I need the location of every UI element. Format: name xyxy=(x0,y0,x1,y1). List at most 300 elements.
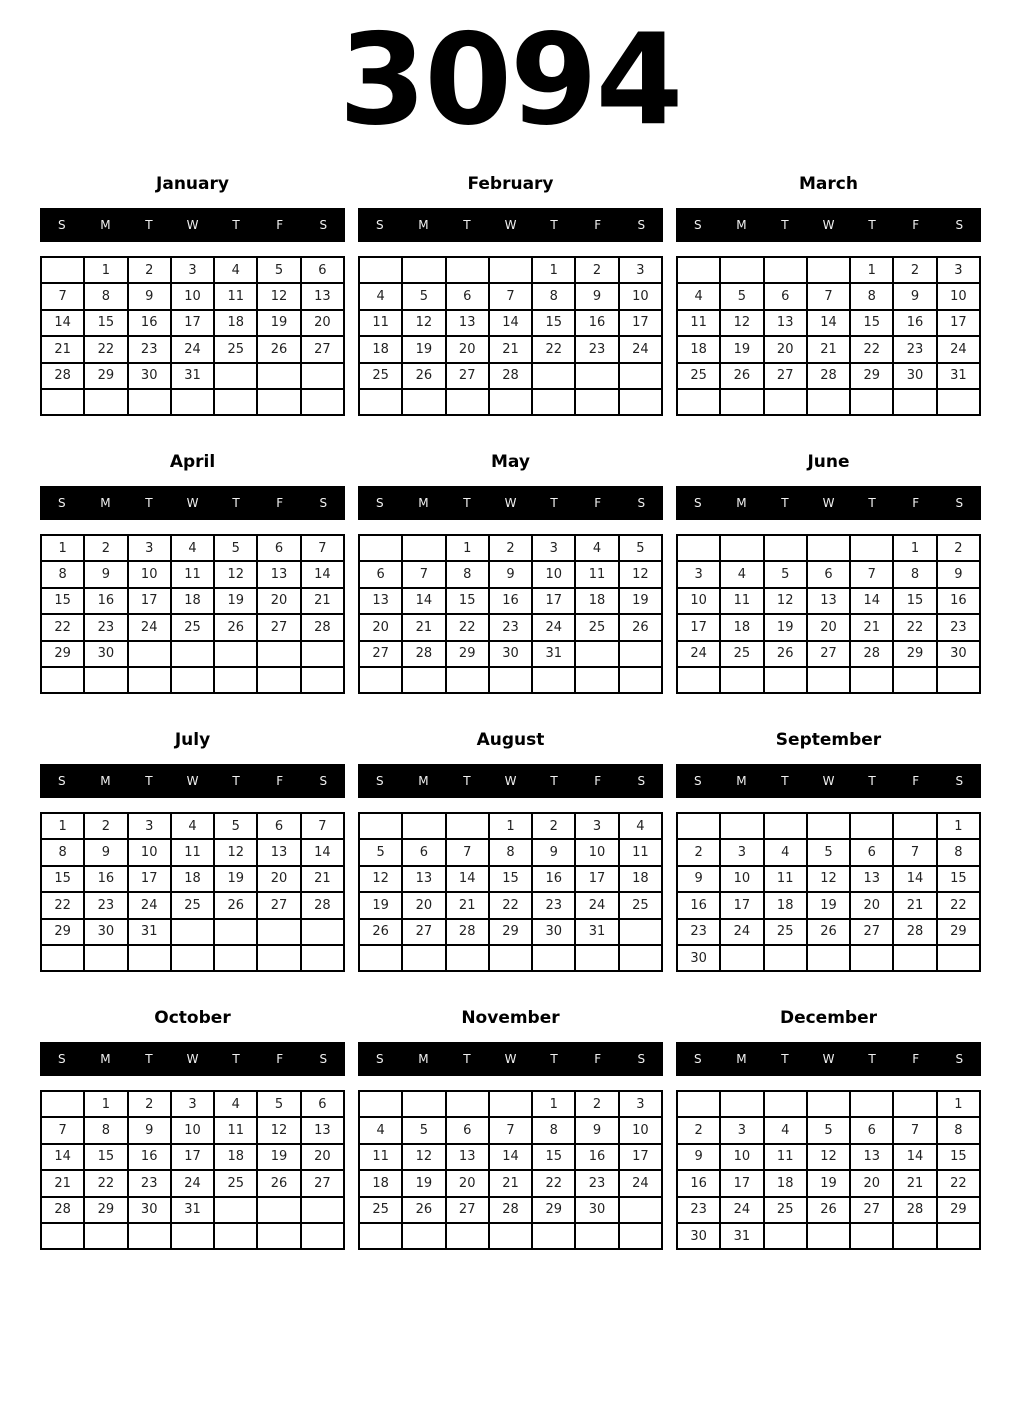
date-cell: 13 xyxy=(807,588,850,614)
day-of-week-label: M xyxy=(100,496,111,510)
empty-cell xyxy=(301,667,344,693)
week-row xyxy=(359,310,662,336)
day-of-week-label: T xyxy=(868,496,876,510)
week-row xyxy=(677,1223,980,1249)
week-row xyxy=(359,363,662,389)
day-of-week-label: W xyxy=(504,218,517,232)
month-date-grid xyxy=(676,256,981,416)
date-cell: 28 xyxy=(850,641,893,667)
day-of-week-label: M xyxy=(418,774,429,788)
week-row xyxy=(41,535,344,561)
week-row xyxy=(41,1223,344,1249)
day-of-week-label: S xyxy=(955,774,964,788)
empty-cell xyxy=(619,945,662,971)
month-block-september xyxy=(676,716,981,994)
date-cell: 9 xyxy=(937,561,980,587)
date-cell: 2 xyxy=(677,1117,720,1143)
day-of-week-label: S xyxy=(57,774,66,788)
empty-cell xyxy=(257,641,300,667)
day-of-week-label: M xyxy=(418,496,429,510)
empty-cell xyxy=(619,1197,662,1223)
day-of-week-label: T xyxy=(463,774,471,788)
date-cell: 3 xyxy=(171,1091,214,1117)
date-cell: 26 xyxy=(359,919,402,945)
date-cell: 13 xyxy=(257,561,300,587)
date-cell: 22 xyxy=(41,892,84,918)
empty-cell xyxy=(720,1091,763,1117)
date-cell: 15 xyxy=(489,866,532,892)
day-of-week-label: S xyxy=(693,774,702,788)
date-cell: 8 xyxy=(489,839,532,865)
date-cell: 2 xyxy=(128,257,171,283)
month-block-may xyxy=(358,438,663,716)
empty-cell xyxy=(619,389,662,415)
empty-cell xyxy=(619,363,662,389)
date-cell: 19 xyxy=(359,892,402,918)
week-row xyxy=(41,389,344,415)
date-cell: 10 xyxy=(128,561,171,587)
date-cell: 7 xyxy=(893,839,936,865)
day-of-week-label: S xyxy=(375,218,384,232)
date-cell: 18 xyxy=(720,614,763,640)
date-cell: 12 xyxy=(214,839,257,865)
date-cell: 21 xyxy=(41,336,84,362)
date-cell: 30 xyxy=(84,641,127,667)
empty-cell xyxy=(402,389,445,415)
date-cell: 29 xyxy=(446,641,489,667)
date-cell: 1 xyxy=(532,1091,575,1117)
empty-cell xyxy=(677,257,720,283)
date-cell: 28 xyxy=(41,363,84,389)
day-of-week-label: W xyxy=(822,1052,835,1066)
empty-cell xyxy=(807,257,850,283)
week-row xyxy=(677,866,980,892)
day-of-week-label: S xyxy=(955,496,964,510)
empty-cell xyxy=(171,641,214,667)
empty-cell xyxy=(619,1223,662,1249)
empty-cell xyxy=(41,1091,84,1117)
date-cell: 3 xyxy=(720,1117,763,1143)
date-cell: 28 xyxy=(489,363,532,389)
day-of-week-label: F xyxy=(276,218,284,232)
empty-cell xyxy=(128,641,171,667)
month-block-june xyxy=(676,438,981,716)
date-cell: 11 xyxy=(720,588,763,614)
empty-cell xyxy=(720,945,763,971)
day-of-week-label: M xyxy=(736,218,747,232)
date-cell: 19 xyxy=(402,336,445,362)
date-cell: 8 xyxy=(41,561,84,587)
date-cell: 6 xyxy=(257,813,300,839)
date-cell: 22 xyxy=(850,336,893,362)
date-cell: 29 xyxy=(893,641,936,667)
empty-cell xyxy=(575,641,618,667)
day-of-week-label: T xyxy=(145,1052,153,1066)
day-of-week-label: S xyxy=(375,774,384,788)
week-row xyxy=(359,813,662,839)
date-cell: 23 xyxy=(128,336,171,362)
day-of-week-label: F xyxy=(594,218,602,232)
date-cell: 29 xyxy=(850,363,893,389)
day-of-week-label: M xyxy=(418,218,429,232)
date-cell: 2 xyxy=(489,535,532,561)
date-cell: 16 xyxy=(677,892,720,918)
empty-cell xyxy=(402,945,445,971)
date-cell: 31 xyxy=(171,1197,214,1223)
week-row xyxy=(677,614,980,640)
empty-cell xyxy=(402,813,445,839)
date-cell: 26 xyxy=(807,919,850,945)
week-row xyxy=(677,1144,980,1170)
week-row xyxy=(359,945,662,971)
date-cell: 8 xyxy=(446,561,489,587)
date-cell: 14 xyxy=(489,310,532,336)
date-cell: 3 xyxy=(937,257,980,283)
week-row xyxy=(677,839,980,865)
month-title: June xyxy=(807,452,850,472)
month-title: December xyxy=(779,1008,878,1028)
empty-cell xyxy=(807,1223,850,1249)
date-cell: 26 xyxy=(214,614,257,640)
date-cell: 15 xyxy=(41,588,84,614)
date-cell: 9 xyxy=(677,1144,720,1170)
empty-cell xyxy=(128,389,171,415)
date-cell: 31 xyxy=(937,363,980,389)
date-cell: 28 xyxy=(41,1197,84,1223)
date-cell: 23 xyxy=(128,1170,171,1196)
week-row xyxy=(677,561,980,587)
day-of-week-label: W xyxy=(822,218,835,232)
date-cell: 27 xyxy=(301,336,344,362)
empty-cell xyxy=(850,667,893,693)
date-cell: 6 xyxy=(446,1117,489,1143)
empty-cell xyxy=(301,919,344,945)
week-row xyxy=(359,614,662,640)
day-of-week-label: F xyxy=(276,1052,284,1066)
day-of-week-label: F xyxy=(912,1052,920,1066)
date-cell: 21 xyxy=(402,614,445,640)
date-cell: 5 xyxy=(807,839,850,865)
week-row xyxy=(359,667,662,693)
date-cell: 9 xyxy=(128,283,171,309)
date-cell: 24 xyxy=(128,614,171,640)
date-cell: 9 xyxy=(128,1117,171,1143)
empty-cell xyxy=(84,1223,127,1249)
date-cell: 19 xyxy=(807,892,850,918)
month-title: February xyxy=(467,174,554,194)
date-cell: 23 xyxy=(937,614,980,640)
empty-cell xyxy=(850,1223,893,1249)
day-of-week-label: F xyxy=(594,1052,602,1066)
empty-cell xyxy=(41,257,84,283)
date-cell: 28 xyxy=(489,1197,532,1223)
date-cell: 21 xyxy=(489,1170,532,1196)
empty-cell xyxy=(214,389,257,415)
day-of-week-label: T xyxy=(145,218,153,232)
date-cell: 20 xyxy=(446,336,489,362)
date-cell: 20 xyxy=(446,1170,489,1196)
date-cell: 9 xyxy=(84,839,127,865)
date-cell: 26 xyxy=(214,892,257,918)
date-cell: 21 xyxy=(446,892,489,918)
empty-cell xyxy=(214,1223,257,1249)
week-row xyxy=(41,945,344,971)
date-cell: 17 xyxy=(619,310,662,336)
day-of-week-label: W xyxy=(186,774,199,788)
month-title: September xyxy=(775,730,882,750)
week-row xyxy=(359,1170,662,1196)
date-cell: 12 xyxy=(402,310,445,336)
empty-cell xyxy=(359,535,402,561)
day-of-week-label: S xyxy=(693,496,702,510)
month-date-grid xyxy=(358,534,663,694)
date-cell: 8 xyxy=(893,561,936,587)
date-cell: 10 xyxy=(128,839,171,865)
day-of-week-label: S xyxy=(319,496,328,510)
day-of-week-header xyxy=(676,486,981,520)
week-row xyxy=(677,588,980,614)
empty-cell xyxy=(257,667,300,693)
date-cell: 15 xyxy=(893,588,936,614)
date-cell: 6 xyxy=(850,1117,893,1143)
date-cell: 18 xyxy=(764,1170,807,1196)
date-cell: 22 xyxy=(937,892,980,918)
date-cell: 23 xyxy=(677,919,720,945)
empty-cell xyxy=(446,813,489,839)
date-cell: 9 xyxy=(893,283,936,309)
week-row xyxy=(359,892,662,918)
empty-cell xyxy=(575,389,618,415)
week-row xyxy=(677,813,980,839)
day-of-week-label: S xyxy=(375,1052,384,1066)
week-row xyxy=(677,892,980,918)
month-block-march xyxy=(676,160,981,438)
empty-cell xyxy=(402,1223,445,1249)
day-of-week-label: M xyxy=(100,1052,111,1066)
date-cell: 13 xyxy=(764,310,807,336)
date-cell: 19 xyxy=(619,588,662,614)
empty-cell xyxy=(84,945,127,971)
date-cell: 21 xyxy=(301,588,344,614)
empty-cell xyxy=(301,389,344,415)
day-of-week-label: W xyxy=(186,1052,199,1066)
day-of-week-header xyxy=(358,208,663,242)
date-cell: 17 xyxy=(532,588,575,614)
empty-cell xyxy=(619,919,662,945)
date-cell: 19 xyxy=(764,614,807,640)
date-cell: 25 xyxy=(359,1197,402,1223)
date-cell: 24 xyxy=(171,336,214,362)
empty-cell xyxy=(301,641,344,667)
week-row xyxy=(677,257,980,283)
date-cell: 10 xyxy=(171,1117,214,1143)
month-date-grid xyxy=(40,534,345,694)
date-cell: 2 xyxy=(575,1091,618,1117)
date-cell: 17 xyxy=(720,892,763,918)
date-cell: 12 xyxy=(257,283,300,309)
week-row xyxy=(359,1117,662,1143)
empty-cell xyxy=(402,257,445,283)
date-cell: 15 xyxy=(937,1144,980,1170)
date-cell: 30 xyxy=(84,919,127,945)
empty-cell xyxy=(257,919,300,945)
empty-cell xyxy=(893,945,936,971)
date-cell: 18 xyxy=(171,866,214,892)
date-cell: 24 xyxy=(619,1170,662,1196)
empty-cell xyxy=(893,1223,936,1249)
date-cell: 19 xyxy=(214,588,257,614)
empty-cell xyxy=(677,1091,720,1117)
day-of-week-label: M xyxy=(736,496,747,510)
date-cell: 24 xyxy=(937,336,980,362)
month-date-grid xyxy=(358,812,663,972)
date-cell: 24 xyxy=(720,1197,763,1223)
date-cell: 13 xyxy=(850,866,893,892)
date-cell: 26 xyxy=(764,641,807,667)
date-cell: 2 xyxy=(937,535,980,561)
date-cell: 23 xyxy=(532,892,575,918)
day-of-week-label: S xyxy=(955,1052,964,1066)
date-cell: 24 xyxy=(575,892,618,918)
day-of-week-header xyxy=(40,486,345,520)
date-cell: 7 xyxy=(301,535,344,561)
empty-cell xyxy=(850,813,893,839)
date-cell: 19 xyxy=(402,1170,445,1196)
day-of-week-header xyxy=(358,764,663,798)
date-cell: 1 xyxy=(489,813,532,839)
empty-cell xyxy=(807,667,850,693)
empty-cell xyxy=(619,641,662,667)
day-of-week-label: M xyxy=(736,774,747,788)
day-of-week-label: T xyxy=(781,774,789,788)
date-cell: 29 xyxy=(489,919,532,945)
day-of-week-label: T xyxy=(232,774,240,788)
week-row xyxy=(41,561,344,587)
empty-cell xyxy=(301,1223,344,1249)
date-cell: 6 xyxy=(301,257,344,283)
date-cell: 23 xyxy=(84,892,127,918)
day-of-week-header xyxy=(676,1042,981,1076)
day-of-week-label: T xyxy=(232,218,240,232)
date-cell: 14 xyxy=(41,310,84,336)
empty-cell xyxy=(575,1223,618,1249)
empty-cell xyxy=(720,813,763,839)
date-cell: 5 xyxy=(257,257,300,283)
date-cell: 7 xyxy=(41,283,84,309)
date-cell: 29 xyxy=(937,919,980,945)
date-cell: 14 xyxy=(41,1144,84,1170)
day-of-week-label: S xyxy=(57,1052,66,1066)
week-row xyxy=(359,535,662,561)
day-of-week-label: M xyxy=(100,774,111,788)
date-cell: 14 xyxy=(301,561,344,587)
date-cell: 4 xyxy=(764,839,807,865)
date-cell: 22 xyxy=(84,1170,127,1196)
date-cell: 19 xyxy=(257,1144,300,1170)
date-cell: 26 xyxy=(402,363,445,389)
day-of-week-label: T xyxy=(145,496,153,510)
date-cell: 4 xyxy=(575,535,618,561)
date-cell: 19 xyxy=(214,866,257,892)
date-cell: 27 xyxy=(446,363,489,389)
empty-cell xyxy=(893,813,936,839)
date-cell: 10 xyxy=(619,283,662,309)
empty-cell xyxy=(446,945,489,971)
date-cell: 12 xyxy=(257,1117,300,1143)
date-cell: 25 xyxy=(619,892,662,918)
date-cell: 21 xyxy=(850,614,893,640)
date-cell: 28 xyxy=(893,919,936,945)
week-row xyxy=(677,389,980,415)
date-cell: 15 xyxy=(937,866,980,892)
month-date-grid xyxy=(40,812,345,972)
day-of-week-label: S xyxy=(319,774,328,788)
day-of-week-label: W xyxy=(186,496,199,510)
week-row xyxy=(677,1091,980,1117)
week-row xyxy=(359,919,662,945)
date-cell: 5 xyxy=(807,1117,850,1143)
empty-cell xyxy=(301,945,344,971)
date-cell: 30 xyxy=(128,1197,171,1223)
month-title: August xyxy=(476,730,545,750)
week-row xyxy=(677,535,980,561)
month-block-july xyxy=(40,716,345,994)
date-cell: 14 xyxy=(301,839,344,865)
week-row xyxy=(677,1117,980,1143)
date-cell: 7 xyxy=(446,839,489,865)
empty-cell xyxy=(41,1223,84,1249)
date-cell: 13 xyxy=(850,1144,893,1170)
date-cell: 5 xyxy=(359,839,402,865)
empty-cell xyxy=(532,389,575,415)
day-of-week-label: T xyxy=(550,774,558,788)
date-cell: 15 xyxy=(84,1144,127,1170)
date-cell: 8 xyxy=(850,283,893,309)
empty-cell xyxy=(807,813,850,839)
date-cell: 30 xyxy=(575,1197,618,1223)
empty-cell xyxy=(489,667,532,693)
date-cell: 12 xyxy=(359,866,402,892)
day-of-week-header xyxy=(40,1042,345,1076)
date-cell: 21 xyxy=(893,1170,936,1196)
date-cell: 6 xyxy=(807,561,850,587)
day-of-week-label: W xyxy=(822,774,835,788)
date-cell: 1 xyxy=(84,257,127,283)
date-cell: 25 xyxy=(575,614,618,640)
empty-cell xyxy=(301,1197,344,1223)
date-cell: 3 xyxy=(128,535,171,561)
date-cell: 14 xyxy=(893,866,936,892)
date-cell: 10 xyxy=(720,866,763,892)
empty-cell xyxy=(677,667,720,693)
month-date-grid xyxy=(358,256,663,416)
empty-cell xyxy=(489,257,532,283)
date-cell: 14 xyxy=(807,310,850,336)
date-cell: 22 xyxy=(489,892,532,918)
date-cell: 1 xyxy=(446,535,489,561)
day-of-week-label: S xyxy=(57,218,66,232)
day-of-week-label: T xyxy=(781,218,789,232)
date-cell: 23 xyxy=(677,1197,720,1223)
date-cell: 13 xyxy=(301,1117,344,1143)
date-cell: 27 xyxy=(807,641,850,667)
empty-cell xyxy=(677,813,720,839)
day-of-week-label: T xyxy=(781,1052,789,1066)
empty-cell xyxy=(446,1223,489,1249)
empty-cell xyxy=(214,945,257,971)
empty-cell xyxy=(257,389,300,415)
date-cell: 3 xyxy=(619,1091,662,1117)
